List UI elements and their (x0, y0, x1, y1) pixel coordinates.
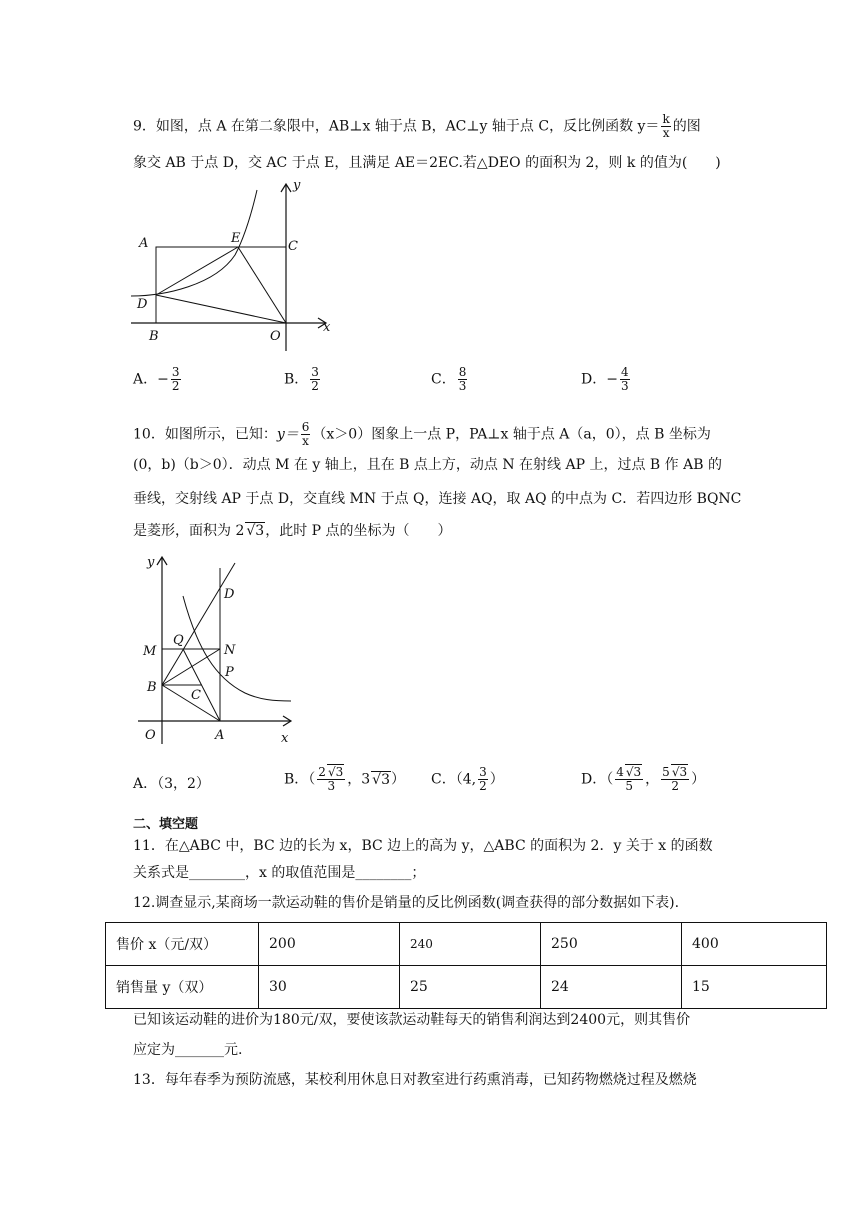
section-heading: 二、填空题 (133, 817, 199, 832)
table-cell: 200 (259, 923, 400, 966)
table-cell: 25 (400, 966, 541, 1009)
q9-option-a: A．− $\frac{3}{2}$ (133, 365, 180, 393)
q10-label-C: C (191, 688, 201, 703)
table-cell: 240 (400, 923, 541, 966)
q12-table (105, 922, 827, 1009)
q10-line1: 10．如图所示，已知：y＝ $\frac{6}{x}$ （x＞0）图象上一点 P，PA⊥x 轴于点 A（a，0），点 B 坐标为 (133, 420, 711, 448)
q10-label-M: M (143, 644, 157, 659)
q10-option-a: A．（3，2） (133, 776, 210, 792)
q9-figure (125, 175, 340, 355)
q10-label-P: P (225, 665, 234, 680)
q9-option-d: D．− $\frac{4}{3}$ (581, 365, 629, 393)
table-row (106, 966, 827, 1009)
q9-line2: 象交 AB 于点 D，交 AC 于点 E，且满足 AE＝2EC.若△DEO 的面积为 2，则 k 的值为( ) (133, 155, 721, 171)
q9-label-C: C (288, 239, 298, 254)
q12-line1: 12.调查显示,某商场一款运动鞋的售价是销量的反比例函数(调查获得的部分数据如下表). (133, 895, 680, 911)
q10-figure (135, 548, 295, 748)
q11-line1: 11．在△ABC 中，BC 边的长为 x，BC 边上的高为 y，△ABC 的面积为 2．y 关于 x 的函数 (133, 838, 713, 854)
q10-label-B: B (147, 680, 157, 695)
q10-option-b: B．（ $\frac{2 √3}{3}$ ，3 √3） (284, 765, 405, 793)
table-header-volume: 销售量 y（双） (106, 966, 259, 1009)
q12-after-line1: 已知该运动鞋的进价为180元/双，要使该款运动鞋每天的销售利润达到2400元，则其售价 (133, 1012, 691, 1028)
q10-option-c: C．（4, $\frac{3}{2}$ ） (431, 765, 504, 793)
q10-label-O: O (145, 728, 156, 743)
q9-label-B: B (149, 329, 159, 344)
q9-line1: 9．如图，点 A 在第二象限中，AB⊥x 轴于点 B，AC⊥y 轴于点 C，反比例函数 y＝ $\frac{k}{x}$ 的图 (133, 112, 701, 140)
q10-label-x: x (281, 731, 289, 746)
q10-label-D: D (224, 587, 235, 602)
q12-after-line2: 应定为_______元. (133, 1042, 243, 1058)
table-cell: 250 (541, 923, 682, 966)
q10-line4: 是菱形，面积为 2 √3，此时 P 点的坐标为（ ） (133, 523, 452, 539)
table-header-price: 售价 x（元/双） (106, 923, 259, 966)
q10-label-y: y (147, 555, 155, 570)
q9-label-E: E (231, 231, 241, 246)
q10-label-Q: Q (173, 633, 184, 648)
q10-line3: 垂线，交射线 AP 于点 D，交直线 MN 于点 Q，连接 AQ，取 AQ 的中点为 C．若四边形 BQNC (133, 491, 742, 507)
q10-option-d: D．（ $\frac{4 √3}{5}$ ， $\frac{5 √3}{2}$ ） (581, 765, 706, 793)
table-cell: 30 (259, 966, 400, 1009)
table-cell: 24 (541, 966, 682, 1009)
q10-label-N: N (224, 643, 236, 658)
sqrt-symbol: √3 (246, 523, 265, 539)
q10-label-A: A (215, 728, 225, 743)
q9-option-c: C． $\frac{8}{3}$ (431, 365, 467, 393)
q9-label-O: O (270, 329, 281, 344)
table-row (106, 923, 827, 966)
q10-line2: (0，b)（b＞0）．动点 M 在 y 轴上，且在 B 点上方，动点 N 在射线 AP 上，过点 B 作 AB 的 (133, 457, 722, 473)
q9-option-b: B． $\frac{3}{2}$ (284, 365, 319, 393)
q9-label-A: A (139, 236, 149, 251)
q9-fraction: $\frac{k}{x}$ (662, 112, 670, 140)
q11-line2: 关系式是________，x 的取值范围是________； (133, 865, 426, 881)
q9-label-y: y (293, 178, 301, 193)
q9-label-D: D (137, 297, 148, 312)
table-cell: 400 (682, 923, 827, 966)
table-cell: 15 (682, 966, 827, 1009)
q9-label-x: x (323, 320, 331, 335)
q13-line1: 13．每年春季为预防流感，某校利用休息日对教室进行药熏消毒，已知药物燃烧过程及燃烧 (133, 1072, 697, 1088)
